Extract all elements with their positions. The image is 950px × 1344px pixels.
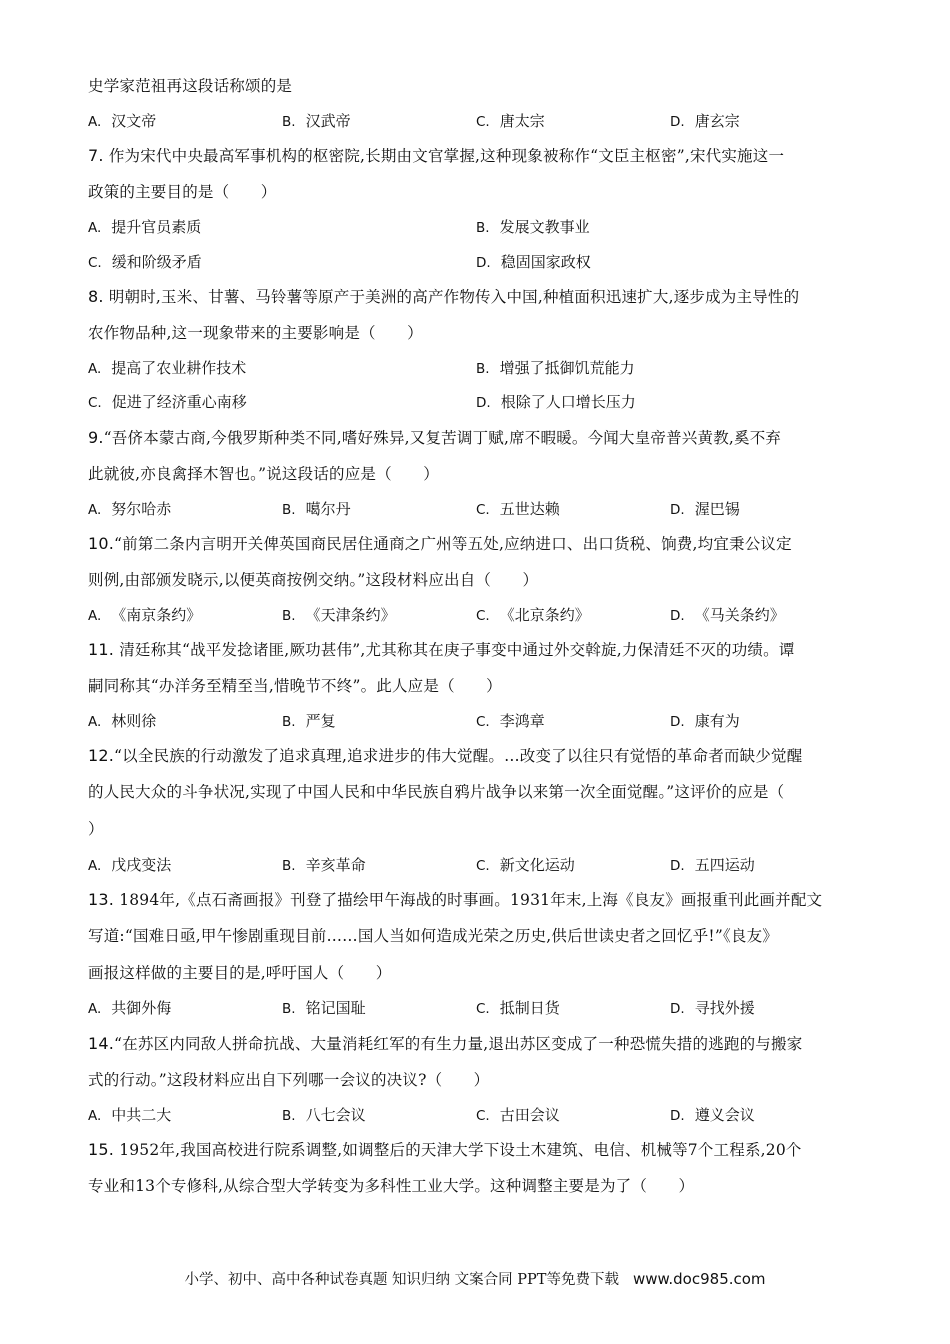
q12-stem-line3: ） xyxy=(88,820,104,838)
q15-number: 15. xyxy=(88,1140,115,1159)
q6-option-a: A. 汉文帝 xyxy=(88,112,157,130)
q10-option-c: C. 《北京条约》 xyxy=(476,606,590,624)
q9-option-c: C. 五世达赖 xyxy=(476,500,560,518)
q8-number: 8. xyxy=(88,287,104,306)
q15-stem-line1: 15. 1952年,我国高校进行院系调整,如调整后的天津大学下设土木建筑、电信、机械等7个工程系,20个 xyxy=(88,1140,802,1159)
q9-option-d: D. 渥巴锡 xyxy=(670,500,740,518)
q8-option-d: D. 根除了人口增长压力 xyxy=(476,393,636,411)
q14-option-a: A. 中共二大 xyxy=(88,1106,172,1124)
q14-stem-line2: 式的行动。”这段材料应出自下列哪一会议的决议?（ ） xyxy=(88,1071,490,1089)
q7-stem-line1: 7. 作为宋代中央最高军事机构的枢密院,长期由文官掌握,这种现象被称作“文臣主枢密”,宋代实施这一 xyxy=(88,146,785,165)
q7-option-b: B. 发展文教事业 xyxy=(476,218,590,236)
q7-option-a: A. 提升官员素质 xyxy=(88,218,202,236)
page-footer xyxy=(0,1268,950,1291)
q10-option-b: B. 《天津条约》 xyxy=(282,606,396,624)
q10-stem-line1: 10.“前第二条内言明开关俾英国商民居住通商之广州等五处,应纳进口、出口货税、饷费,均宜秉公议定 xyxy=(88,534,792,553)
q14-number: 14. xyxy=(88,1034,115,1053)
q9-option-a: A. 努尔哈赤 xyxy=(88,500,172,518)
q12-stem-line2: 的人民大众的斗争状况,实现了中国人民和中华民族自鸦片战争以来第一次全面觉醒。”这评价的应是（ xyxy=(88,783,785,801)
footer-text: 小学、初中、高中各种试卷真题 知识归纳 文案合同 PPT等免费下载 xyxy=(184,1272,619,1288)
q10-option-a: A. 《南京条约》 xyxy=(88,606,202,624)
q13-stem-line2: 写道:“国难日亟,甲午惨剧重现目前……国人当如何造成光荣之历史,供后世读史者之回忆乎!”《良友》 xyxy=(88,927,779,945)
q12-option-d: D. 五四运动 xyxy=(670,856,755,874)
q15-stem-line2: 专业和13个专修科,从综合型大学转变为多科性工业大学。这种调整主要是为了（ ） xyxy=(88,1177,695,1195)
q12-option-c: C. 新文化运动 xyxy=(476,856,575,874)
q14-stem-line1: 14.“在苏区内同敌人拼命抗战、大量消耗红军的有生力量,退出苏区变成了一种恐慌失措的逃跑的与搬家 xyxy=(88,1034,803,1053)
q11-number: 11. xyxy=(88,640,115,659)
q7-stem-line2: 政策的主要目的是（ ） xyxy=(88,183,277,201)
q14-option-d: D. 遵义会议 xyxy=(670,1106,755,1124)
q13-option-d: D. 寻找外援 xyxy=(670,999,755,1017)
q11-option-b: B. 严复 xyxy=(282,712,336,730)
q6-option-d: D. 唐玄宗 xyxy=(670,112,740,130)
q10-option-d: D. 《马关条约》 xyxy=(670,606,785,624)
q6-option-c: C. 唐太宗 xyxy=(476,112,545,130)
q11-stem-line2: 嗣同称其“办洋务至精至当,惜晚节不终”。此人应是（ ） xyxy=(88,677,502,695)
q6-stem-tail: 史学家范祖再这段话称颂的是 xyxy=(88,77,293,95)
q13-option-c: C. 抵制日货 xyxy=(476,999,560,1017)
q14-option-c: C. 古田会议 xyxy=(476,1106,560,1124)
q9-option-b: B. 噶尔丹 xyxy=(282,500,351,518)
q10-stem-line2: 则例,由部颁发晓示,以便英商按例交纳。”这段材料应出自（ ） xyxy=(88,571,539,589)
q9-stem-line1: 9.“吾侪本蒙古商,今俄罗斯种类不同,嗜好殊异,又复苦调丁赋,席不暇暖。今闻大皇帝普兴黄教,奚不弃 xyxy=(88,428,782,447)
q7-number: 7. xyxy=(88,146,104,165)
q9-number: 9. xyxy=(88,428,104,447)
q13-option-a: A. 共御外侮 xyxy=(88,999,172,1017)
q11-stem-line1: 11. 清廷称其“战平发捻诸匪,厥功甚伟”,尤其称其在庚子事变中通过外交斡旋,力保清廷不灭的功绩。谭 xyxy=(88,640,795,659)
q13-option-b: B. 铭记国耻 xyxy=(282,999,366,1017)
q8-stem-line1: 8. 明朝时,玉米、甘薯、马铃薯等原产于美洲的高产作物传入中国,种植面积迅速扩大,逐步成为主导性的 xyxy=(88,287,800,306)
q7-option-c: C. 缓和阶级矛盾 xyxy=(88,253,202,271)
q6-option-b: B. 汉武帝 xyxy=(282,112,351,130)
q9-stem-line2: 此就彼,亦良禽择木智也。”说这段话的应是（ ） xyxy=(88,465,439,483)
footer-url-link[interactable]: www.doc985.com xyxy=(632,1270,766,1288)
q13-number: 13. xyxy=(88,890,115,909)
q12-option-b: B. 辛亥革命 xyxy=(282,856,366,874)
q14-option-b: B. 八七会议 xyxy=(282,1106,366,1124)
q13-stem-line1: 13. 1894年,《点石斋画报》刊登了描绘甲午海战的时事画。1931年末,上海《良友》画报重刊此画并配文 xyxy=(88,890,823,909)
q7-option-d: D. 稳固国家政权 xyxy=(476,253,591,271)
q13-stem-line3: 画报这样做的主要目的是,呼吁国人（ ） xyxy=(88,964,392,982)
q11-option-d: D. 康有为 xyxy=(670,712,740,730)
q11-option-c: C. 李鸿章 xyxy=(476,712,545,730)
q8-option-a: A. 提高了农业耕作技术 xyxy=(88,359,247,377)
q12-option-a: A. 戊戌变法 xyxy=(88,856,172,874)
q10-number: 10. xyxy=(88,534,115,553)
q11-option-a: A. 林则徐 xyxy=(88,712,157,730)
q8-option-b: B. 增强了抵御饥荒能力 xyxy=(476,359,635,377)
q12-stem-line1: 12.“以全民族的行动激发了追求真理,追求进步的伟大觉醒。…改变了以往只有觉悟的革命者而缺少觉醒 xyxy=(88,746,803,765)
q8-stem-line2: 农作物品种,这一现象带来的主要影响是（ ） xyxy=(88,324,423,342)
q8-option-c: C. 促进了经济重心南移 xyxy=(88,393,247,411)
q12-number: 12. xyxy=(88,746,115,765)
